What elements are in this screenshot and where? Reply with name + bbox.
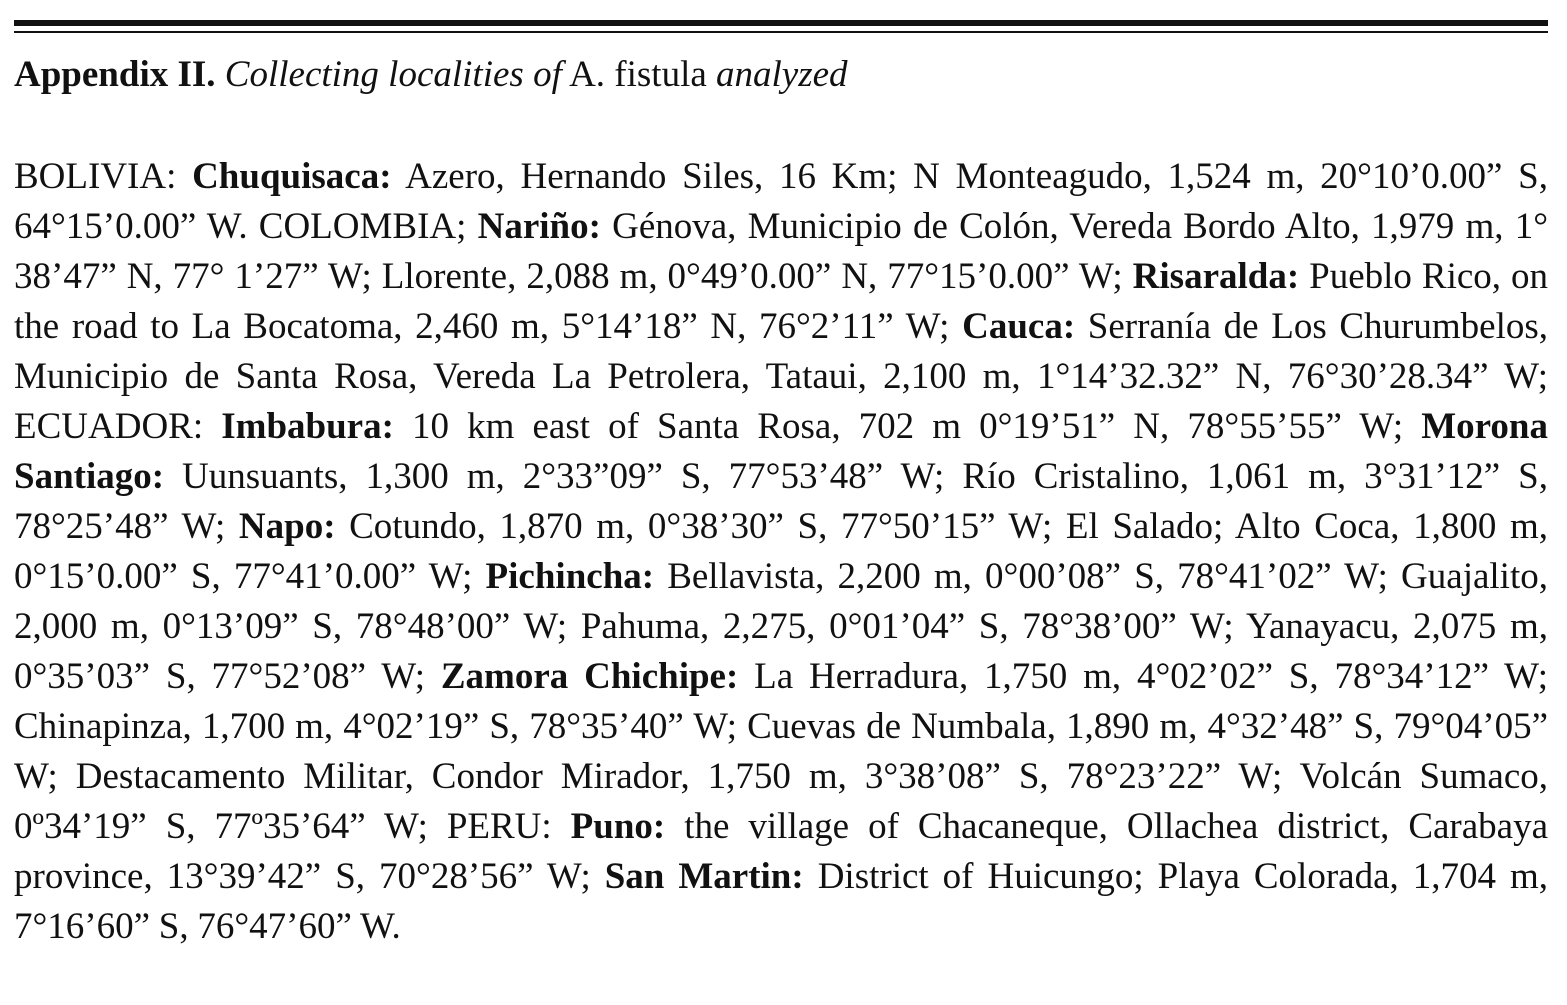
- country-name: BOLIVIA:: [14, 156, 193, 197]
- region-name: Morona Santiago:: [14, 406, 1548, 497]
- region-name: Chuquisaca:: [192, 156, 392, 197]
- country-name: ECUADOR:: [14, 406, 222, 447]
- top-rule-thick: [14, 20, 1548, 26]
- region-name: Risaralda:: [1132, 256, 1300, 297]
- locality-text: Cotundo, 1,870 m, 0°38’30” S, 77°50’15” W; El Salado; Alto Coca, 1,800 m, 0°15’0.00” S, 77°41’0.00” W;: [14, 506, 1549, 597]
- region-name: Cauca:: [962, 306, 1076, 347]
- locality-text: District of Huicungo; Playa Colorada, 1,704 m, 7°16’60” S, 76°47’60” W.: [14, 856, 1549, 947]
- region-name: Napo:: [238, 506, 336, 547]
- region-name: Pichincha:: [485, 556, 655, 597]
- locality-text: Azero, Hernando Siles, 16 Km; N Monteagudo, 1,524 m, 20°10’0.00” S, 64°15’0.00” W.: [14, 156, 1548, 247]
- locality-text: 10 km east of Santa Rosa, 702 m 0°19’51” N, 78°55’55” W;: [393, 406, 1422, 447]
- locality-text: Bellavista, 2,200 m, 0°00’08” S, 78°41’02” W; Guajalito, 2,000 m, 0°13’09” S, 78°48’00” W; Pahuma, 2,275, 0°01’04” S, 78°38’00” W; Yanayacu, 2,075 m, 0°35’03” S, 77°52’08” W;: [14, 556, 1548, 697]
- locality-text: Uunsuants, 1,300 m, 2°33”09” S, 77°53’48” W; Río Cristalino, 1,061 m, 3°31’12” S, 78°25’48” W;: [14, 456, 1548, 547]
- region-name: Zamora Chichipe:: [440, 656, 739, 697]
- locality-text: Serranía de Los Churumbelos, Municipio de Santa Rosa, Vereda La Petrolera, Tataui, 2,100 m, 1°14’32.32” N, 76°30’28.34” W;: [14, 306, 1548, 397]
- locality-text: Génova, Municipio de Colón, Vereda Bordo Alto, 1,979 m, 1° 38’47” N, 77° 1’27” W; Llorente, 2,088 m, 0°49’0.00” N, 77°15’0.00” W;: [14, 206, 1548, 297]
- region-name: Puno:: [570, 806, 666, 847]
- species-name: A. fistula: [569, 54, 707, 95]
- appendix-label: Appendix II.: [14, 54, 216, 95]
- region-name: San Martin:: [604, 856, 804, 897]
- title-italic-before: Collecting localities of: [224, 54, 562, 95]
- region-name: Nariño:: [477, 206, 601, 247]
- region-name: Imbabura:: [221, 406, 394, 447]
- locality-text: the village of Chacaneque, Ollachea district, Carabaya province, 13°39’42” S, 70°28’56” W;: [14, 806, 1549, 897]
- localities-paragraph: [14, 152, 1548, 952]
- locality-text: Pueblo Rico, on the road to La Bocatoma, 2,460 m, 5°14’18” N, 76°2’11” W;: [14, 256, 1549, 347]
- country-name: COLOMBIA;: [258, 206, 478, 247]
- appendix-title: [14, 53, 1548, 97]
- locality-entry: [14, 406, 1421, 447]
- title-italic-after: analyzed: [716, 54, 848, 95]
- locality-text: La Herradura, 1,750 m, 4°02’02” S, 78°34’12” W; Chinapinza, 1,700 m, 4°02’19” S, 78°35’40” W; Cuevas de Numbala, 1,890 m, 4°32’48” S, 79°04’05” W; Destacamento Militar, Condor Mirador, 1,750 m, 3°38’08” S, 78°23’22” W; Volcán Sumaco, 0º34’19” S, 77º35’64” W;: [14, 656, 1548, 847]
- top-rule-thin: [14, 31, 1548, 33]
- country-name: PERU:: [446, 806, 571, 847]
